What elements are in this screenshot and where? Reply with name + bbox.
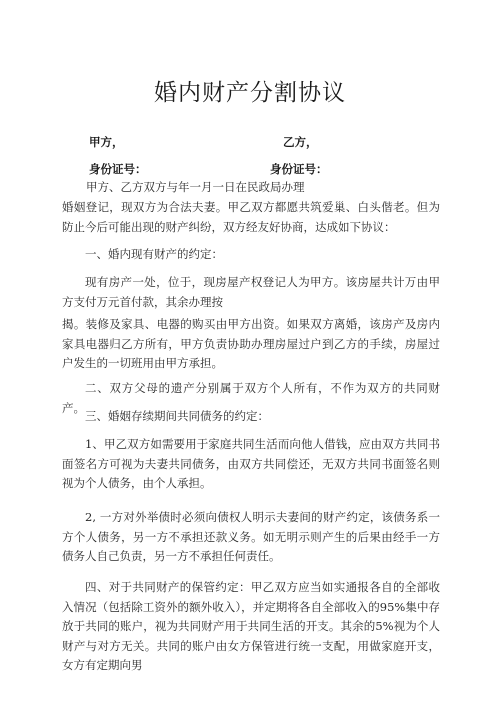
party-a-id-label: 身份证号： bbox=[89, 162, 147, 176]
paragraph-property-custody: 四、对于共同财产的保管约定：甲乙双方应当如实通报各自的全部收入情况（包括除工资外的额外收入），并定期将各自全部收入的95%集中存放于共同的账户，视为共同财产用于共同生活的开支。其余的5%视为个人财产与对方无关。共同的账户由女方保管进行统一支配，用做家庭开支，女方有定期向男 bbox=[62, 580, 440, 672]
section-heading-common-debt: 三、婚姻存续期间共同债务的约定： bbox=[85, 409, 269, 423]
party-a-label: 甲方， bbox=[89, 135, 124, 149]
section-heading-existing-property: 一、婚内现有财产的约定： bbox=[85, 247, 223, 261]
paragraph-debt-rule-1: 1、甲乙双方如需要用于家庭共同生活而向他人借钱，应由双方共同书面签名方可视为夫妻共同债务，由双方共同偿还，无双方共同书面签名则视为个人债务，由个人承担。 bbox=[62, 437, 440, 490]
paragraph-registration-date: 甲方、乙方双方与年一月一日在民政局办理 bbox=[86, 180, 305, 194]
document-title: 婚内财产分割协议 bbox=[154, 80, 346, 106]
paragraph-decoration-furniture: 揭。装修及家具、电器的购买由甲方出资。如果双方离婚，该房产及房内家具电器归乙方所有，甲方负责协助办理房屋过户到乙方的手续，房屋过户发生的一切班用由甲方承担。 bbox=[62, 317, 440, 370]
section-heading-parental-inheritance: 二、双方父母的遗产分别属于双方个人所有，不作为双方的共同财产。 bbox=[62, 381, 440, 415]
party-b-label: 乙方， bbox=[283, 135, 318, 149]
paragraph-marriage-statement: 婚姻登记，现双方为合法夫妻。甲乙双方都愿共筑爱巢、白头偕老。但为防止今后可能出现的财产纠纷，双方经友好协商，达成如下协议： bbox=[62, 200, 440, 234]
paragraph-debt-rule-2: 2, 一方对外举债时必须向债权人明示夫妻间的财产约定，该债务系一方个人债务，另一方不承担还款义务。如无明示则产生的后果由经手一方债务人自己负责，另一方不承担任何责任。 bbox=[62, 510, 440, 563]
party-b-id-label: 身份证号： bbox=[270, 162, 328, 176]
paragraph-house-property: 现有房产一处，位于，现房屋产权登记人为甲方。该房屋共计万由甲方支付万元首付款，其余办理按 bbox=[62, 275, 440, 309]
